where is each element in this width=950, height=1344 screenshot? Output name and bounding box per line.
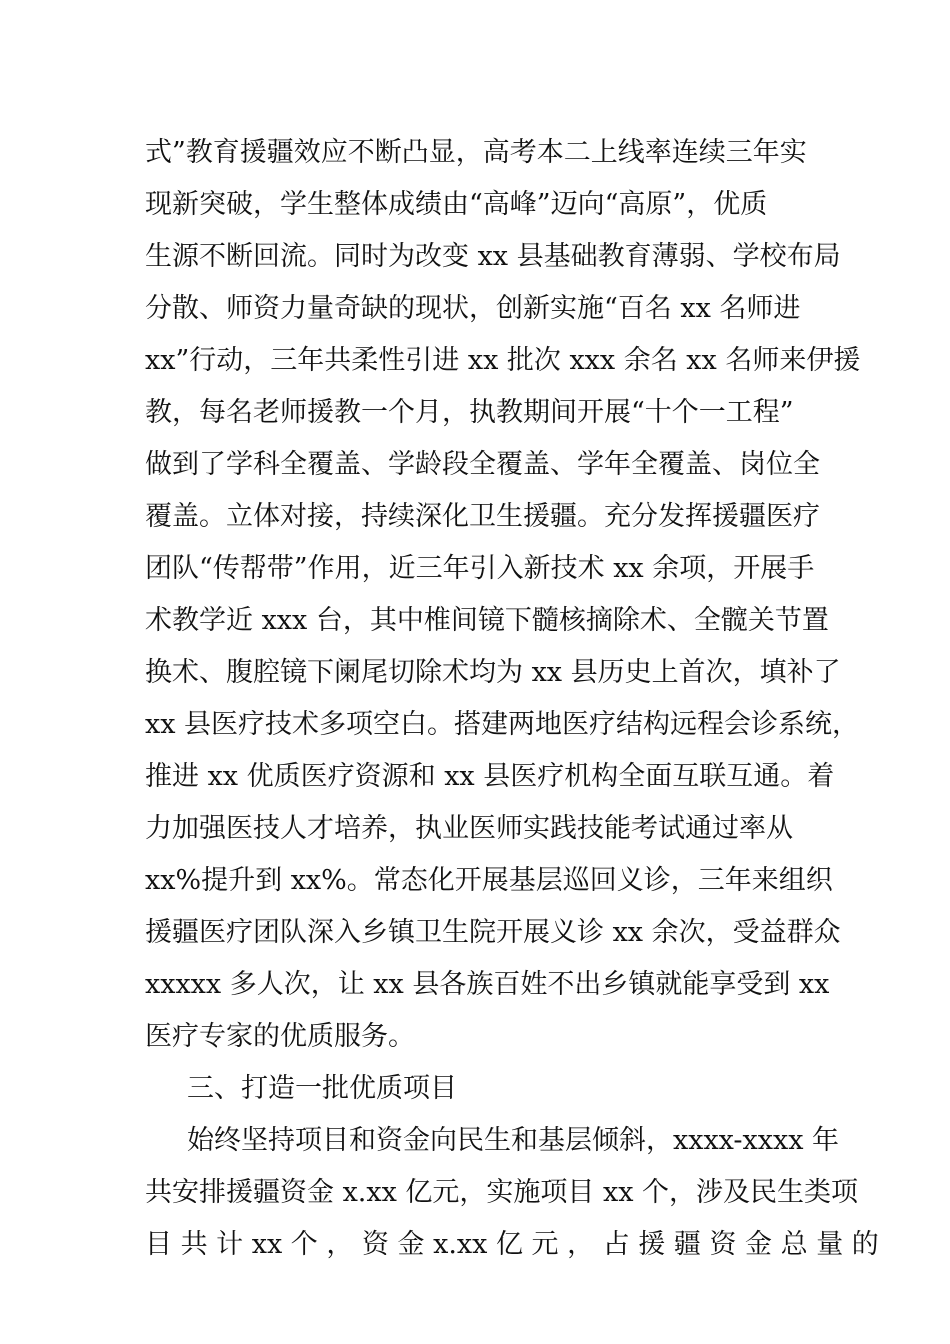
text-line: 换术、腹腔镜下阑尾切除术均为 xx 县历史上首次，填补了 [145, 657, 841, 688]
text-line: 生源不断回流。同时为改变 xx 县基础教育薄弱、学校布局 [145, 241, 841, 272]
body-text [145, 127, 879, 1271]
text-line: 团队“传帮带”作用，近三年引入新技术 xx 余项，开展手 [145, 553, 815, 584]
text-line: xx”行动，三年共柔性引进 xx 批次 xxx 余名 xx 名师来伊援 [145, 345, 861, 376]
text-line: 共安排援疆资金 x.xx 亿元，实施项目 xx 个，涉及民生类项 [145, 1177, 859, 1208]
text-line: 教，每名老师援教一个月，执教期间开展“十个一工程” [145, 397, 794, 428]
text-line: xx 县医疗技术多项空白。搭建两地医疗结构远程会诊系统， [145, 709, 860, 740]
text-line: 式”教育援疆效应不断凸显，高考本二上线率连续三年实 [145, 137, 807, 168]
text-line: 分散、师资力量奇缺的现状，创新实施“百名 xx 名师进 [145, 293, 801, 324]
text-line: 医疗专家的优质服务。 [145, 1021, 415, 1052]
text-line: 援疆医疗团队深入乡镇卫生院开展义诊 xx 余次，受益群众 [145, 917, 841, 948]
text-line: 力加强医技人才培养，执业医师实践技能考试通过率从 [145, 813, 793, 844]
text-line: 做到了学科全覆盖、学龄段全覆盖、学年全覆盖、岗位全 [145, 449, 820, 480]
text-line: 术教学近 xxx 台，其中椎间镜下髓核摘除术、全髋关节置 [145, 605, 829, 636]
text-line: 推进 xx 优质医疗资源和 xx 县医疗机构全面互联互通。着 [145, 761, 835, 792]
text-line: 目 共 计 xx 个 ， 资 金 x.xx 亿 元 ， 占 援 疆 资 金 总 量 的 [145, 1229, 879, 1260]
text-line: 覆盖。立体对接，持续深化卫生援疆。充分发挥援疆医疗 [145, 501, 820, 532]
text-line: 始终坚持项目和资金向民生和基层倾斜，xxxx-xxxx 年 [187, 1125, 840, 1156]
section-heading: 三、打造一批优质项目 [187, 1073, 457, 1104]
text-line: 现新突破，学生整体成绩由“高峰”迈向“高原”，优质 [145, 189, 768, 220]
text-line: xxxxx 多人次，让 xx 县各族百姓不出乡镇就能享受到 xx [145, 969, 830, 1000]
text-line: xx%提升到 xx%。常态化开展基层巡回义诊，三年来组织 [145, 865, 833, 896]
